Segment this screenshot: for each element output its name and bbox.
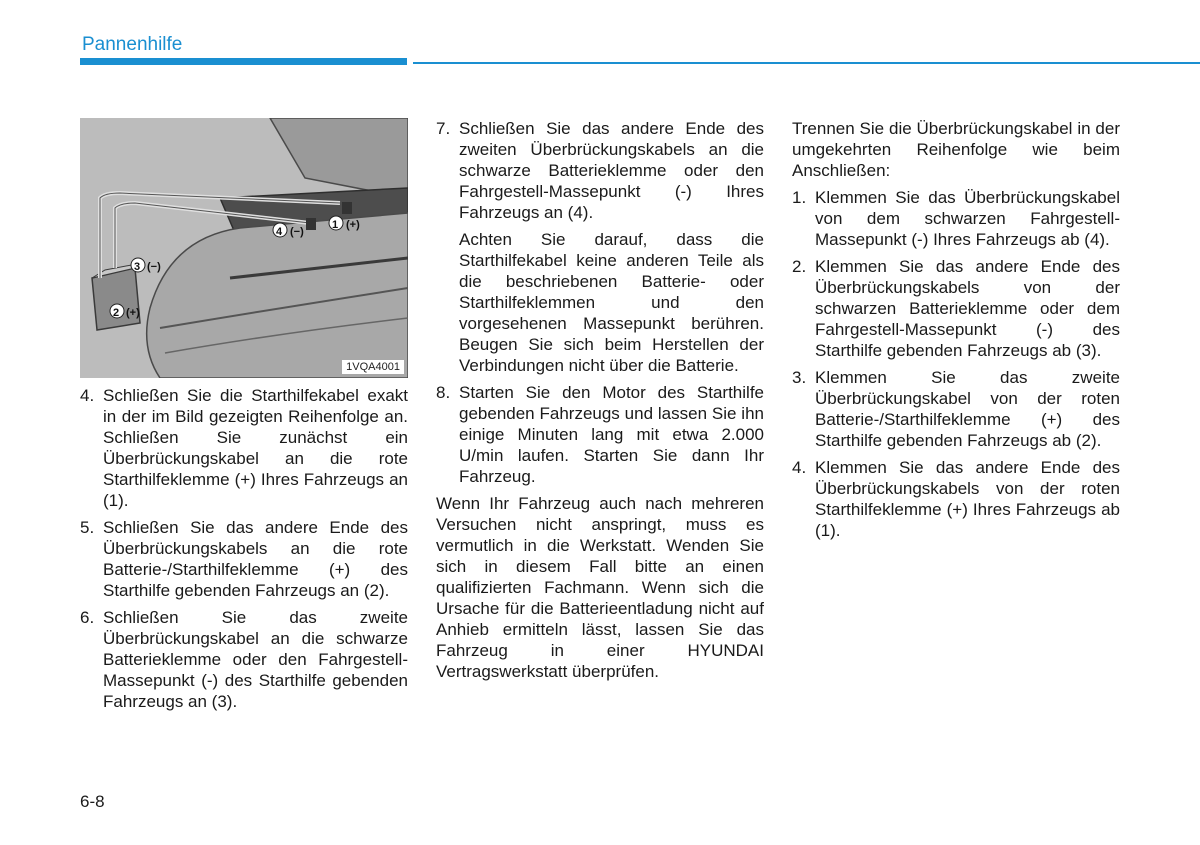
column-1	[80, 385, 408, 718]
step-text: Starten Sie den Motor des Starthilfe gebenden Fahrzeugs und lassen Sie ihn einige Minuten lang mit etwa 2.000 U/min laufen. Starten Sie dann Ihr Fahrzeug.	[459, 383, 764, 486]
list-item	[792, 457, 1120, 541]
step-text: Klemmen Sie das zweite Überbrückungskabel von der roten Batterie-/Starthilfeklemme (+) des Starthilfe gebenden Fahrzeugs ab (2).	[815, 368, 1120, 450]
step-number: 4.	[792, 458, 807, 477]
list-item	[792, 187, 1120, 250]
page-number: 6-8	[80, 792, 105, 811]
intro-paragraph: Trennen Sie die Überbrückungskabel in der umgekehrten Reihenfolge wie beim Anschließen:	[792, 119, 1120, 180]
callout-3: 3	[134, 261, 141, 273]
step-text: Klemmen Sie das andere Ende des Überbrückungskabels von der roten Starthilfeklemme (+) Ihres Fahrzeugs ab (1).	[815, 458, 1120, 540]
body-paragraph: Wenn Ihr Fahrzeug auch nach mehreren Versuchen nicht anspringt, muss es vermutlich in die Werkstatt. Wenden Sie sich in diesem Fall bitte an einen qualifizierten Fachmann. Wenn sich die Ursache für die Batterieentladung nicht auf Anhieb ermitteln lässt, lassen Sie das Fahrzeug in einer HYUNDAI Vertragswerkstatt überprüfen.	[436, 494, 764, 681]
step-text: Schließen Sie die Starthilfekabel exakt in der im Bild gezeigten Reihenfolge an. Schließen Sie zunächst ein Überbrückungskabel an die rote Starthilfeklemme (+) Ihres Fahrzeugs an (1).	[103, 386, 408, 510]
header-rule	[413, 62, 1200, 64]
step-number: 6.	[80, 608, 95, 627]
callout-1-sign: (+)	[346, 219, 360, 231]
column-3	[792, 118, 1120, 547]
step-number: 5.	[80, 518, 95, 537]
step-number: 7.	[436, 119, 451, 138]
figure-code: 1VQA4001	[342, 360, 404, 374]
step-text: Schließen Sie das zweite Überbrückungskabel an die schwarze Batterieklemme oder den Fahrgestell-Massepunkt (-) des Starthilfe gebenden Fahrzeugs an (3).	[103, 608, 408, 711]
step-text: Klemmen Sie das Überbrückungskabel von dem schwarzen Fahrgestell-Massepunkt (-) Ihres Fahrzeugs ab (4).	[815, 188, 1120, 249]
step-text: Klemmen Sie das andere Ende des Überbrückungskabels von der schwarzen Batterieklemme oder dem Fahrgestell-Massepunkt (-) des Starthilfe gebenden Fahrzeugs ab (3).	[815, 257, 1120, 360]
car-trunk-drawing	[80, 118, 408, 378]
section-title: Pannenhilfe	[82, 34, 183, 55]
header-bar	[80, 58, 407, 65]
callout-4: 4	[276, 226, 283, 238]
callout-4-sign: (−)	[290, 226, 304, 238]
jump-start-illustration	[80, 118, 408, 378]
list-item	[436, 118, 764, 223]
step-number: 8.	[436, 383, 451, 402]
column-2	[436, 118, 764, 688]
step-text: Schließen Sie das andere Ende des zweiten Überbrückungskabels an die schwarze Batterieklemme oder den Fahrgestell-Massepunkt (-) Ihres Fahrzeugs an (4).	[459, 119, 764, 222]
step-number: 3.	[792, 368, 807, 387]
callout-3-sign: (−)	[147, 261, 161, 273]
list-item	[792, 256, 1120, 361]
list-item	[80, 385, 408, 511]
step-number: 2.	[792, 257, 807, 276]
step-number: 4.	[80, 386, 95, 405]
list-item	[80, 517, 408, 601]
list-item	[792, 367, 1120, 451]
step-note: Achten Sie darauf, dass die Starthilfekabel keine anderen Teile als die beschriebenen Batterie- oder Starthilfeklemmen und den vorgesehenen Massepunkt berühren. Beugen Sie sich beim Herstellen der Verbindungen nicht über die Batterie.	[459, 230, 764, 375]
callout-2: 2	[113, 307, 120, 319]
list-item	[80, 607, 408, 712]
callout-2-sign: (+)	[126, 307, 140, 319]
step-text: Schließen Sie das andere Ende des Überbrückungskabels an die rote Batterie-/Starthilfeklemme (+) des Starthilfe gebenden Fahrzeugs an (2).	[103, 518, 408, 600]
callout-1: 1	[332, 219, 339, 231]
step-number: 1.	[792, 188, 807, 207]
list-item	[436, 382, 764, 487]
